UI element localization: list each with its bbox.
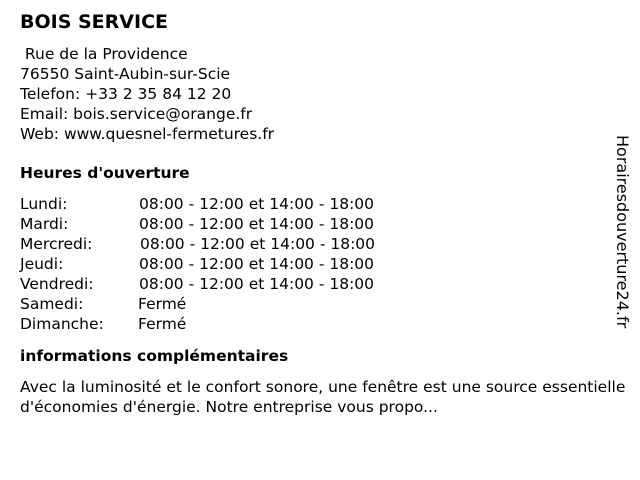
day-label: Mercredi: — [20, 235, 93, 253]
day-label: Samedi: — [20, 295, 84, 313]
email-line: Email: bois.service@orange.fr — [20, 105, 253, 123]
hours-row-saturday — [20, 294, 630, 314]
phone-line: Telefon: +33 2 35 84 12 20 — [20, 85, 232, 103]
day-label: Dimanche: — [20, 315, 104, 333]
time-value: Fermé — [138, 315, 187, 333]
time-value: 08:00 - 12:00 et 14:00 - 18:00 — [139, 195, 375, 213]
day-label: Jeudi: — [20, 255, 64, 273]
day-label: Vendredi: — [20, 275, 94, 293]
hours-row-friday — [20, 274, 630, 294]
day-label: Mardi: — [20, 215, 69, 233]
info-heading: informations complémentaires — [20, 347, 289, 365]
day-label: Lundi: — [20, 195, 68, 213]
contact-block — [20, 44, 630, 144]
info-description: Avec la luminosité et le confort sonore, une fenêtre est une source essentielle d'économies d'énergie. Notre entreprise vous propo... — [20, 378, 626, 416]
hours-row-monday — [20, 194, 630, 214]
time-value: 08:00 - 12:00 et 14:00 - 18:00 — [139, 215, 375, 233]
time-value: 08:00 - 12:00 et 14:00 - 18:00 — [140, 235, 376, 253]
time-value: Fermé — [138, 295, 187, 313]
time-value: 08:00 - 12:00 et 14:00 - 18:00 — [139, 275, 375, 293]
business-card — [20, 10, 630, 417]
business-name: BOIS SERVICE — [20, 11, 168, 33]
hours-row-wednesday — [20, 234, 630, 254]
hours-row-sunday — [20, 314, 630, 334]
web-line: Web: www.quesnel-fermetures.fr — [20, 125, 275, 143]
city-address: 76550 Saint-Aubin-sur-Scie — [20, 65, 231, 83]
street-address: Rue de la Providence — [20, 45, 188, 63]
hours-row-thursday — [20, 254, 630, 274]
hours-row-tuesday — [20, 214, 630, 234]
site-watermark: Horairesdouverture24.fr — [613, 135, 632, 329]
time-value: 08:00 - 12:00 et 14:00 - 18:00 — [139, 255, 375, 273]
hours-heading: Heures d'ouverture — [20, 164, 190, 182]
hours-table — [20, 194, 630, 334]
